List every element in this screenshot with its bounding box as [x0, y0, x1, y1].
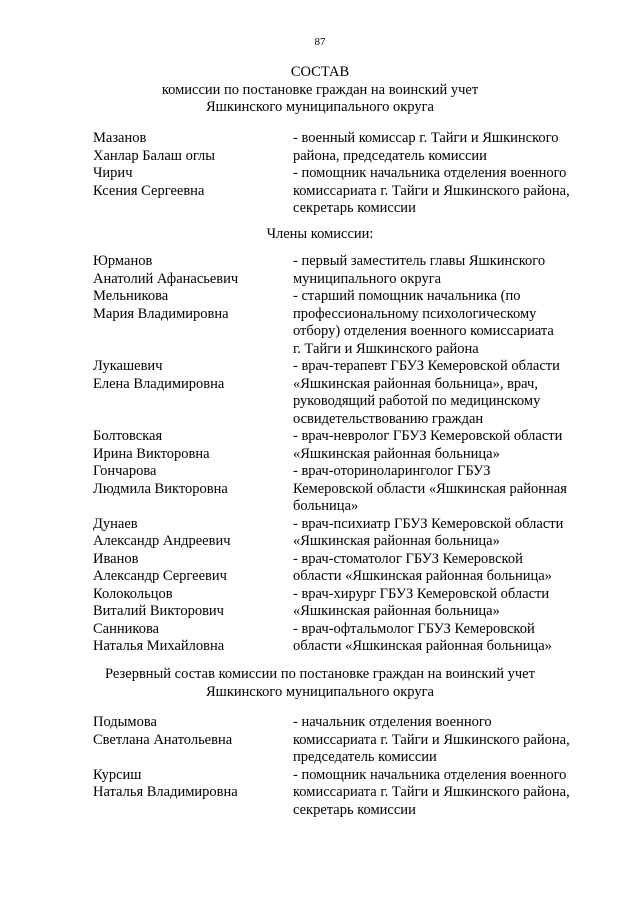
person-name: Светлана Анатольевна — [93, 731, 233, 748]
person-name: Ксения Сергеевна — [93, 182, 205, 199]
person-name: Анатолий Афанасьевич — [93, 270, 239, 287]
person-row — [0, 603, 640, 621]
person-role: «Яшкинская районная больница» — [293, 445, 500, 462]
title-line: комиссии по постановке граждан на воинский учет — [161, 81, 479, 98]
person-row — [0, 428, 640, 446]
person-row — [0, 802, 640, 820]
person-role: - врач-невролог ГБУЗ Кемеровской области — [293, 428, 563, 444]
person-row — [0, 481, 640, 499]
person-row — [0, 516, 640, 534]
person-role: комиссариата г. Тайги и Яшкинского района, — [293, 182, 570, 199]
person-name — [93, 802, 293, 820]
person-name: Дунаев — [93, 515, 138, 532]
person-name: Колокольцов — [93, 585, 173, 602]
person-row — [0, 638, 640, 656]
reserve-list — [0, 714, 640, 819]
person-row — [0, 341, 640, 359]
person-role: г. Тайги и Яшкинского района — [293, 340, 479, 357]
person-name: Людмила Викторовна — [93, 480, 228, 497]
person-name: Александр Андреевич — [93, 533, 231, 549]
person-row — [0, 376, 640, 394]
person-row — [0, 130, 640, 148]
person-row — [0, 463, 640, 481]
person-row — [0, 446, 640, 464]
person-row — [0, 749, 640, 767]
person-row — [0, 271, 640, 289]
person-name: Мария Владимировна — [93, 305, 229, 322]
person-row — [0, 784, 640, 802]
person-name — [93, 498, 293, 516]
person-role: - первый заместитель главы Яшкинского — [293, 253, 546, 269]
leadership-list — [0, 130, 640, 218]
person-role: - врач-оториноларинголог ГБУЗ — [293, 463, 491, 479]
person-row — [0, 165, 640, 183]
person-role: - начальник отделения военного — [293, 714, 492, 730]
person-row — [0, 183, 640, 201]
person-name — [93, 749, 293, 767]
person-row — [0, 411, 640, 429]
person-role: больница» — [293, 498, 359, 514]
person-row — [0, 148, 640, 166]
person-name: Санникова — [93, 620, 160, 637]
person-role: - врач-стоматолог ГБУЗ Кемеровской — [293, 550, 523, 567]
person-row — [0, 551, 640, 569]
person-role: - врач-психиатр ГБУЗ Кемеровской области — [293, 515, 564, 532]
person-name — [93, 393, 293, 411]
person-row — [0, 288, 640, 306]
person-name: Подымова — [93, 714, 157, 730]
person-role: области «Яшкинская районная больница» — [293, 638, 552, 654]
person-name: Александр Сергеевич — [93, 568, 227, 584]
person-role: - врач-хирург ГБУЗ Кемеровской области — [293, 585, 550, 602]
person-row — [0, 358, 640, 376]
person-name: Наталья Михайловна — [93, 638, 225, 654]
person-role: области «Яшкинская районная больница» — [293, 568, 552, 584]
person-role: «Яшкинская районная больница» — [293, 533, 500, 549]
person-name: Болтовская — [93, 428, 163, 444]
reserve-heading-line: Резервный состав комиссии по постановке граждан на воинский учет — [105, 666, 535, 682]
person-role: - военный комиссар г. Тайги и Яшкинского — [293, 130, 559, 146]
person-row — [0, 586, 640, 604]
person-role: Кемеровской области «Яшкинская районная — [293, 480, 567, 497]
members-heading: Члены комиссии: — [266, 226, 374, 242]
person-name: Виталий Викторович — [93, 603, 224, 619]
person-role: руководящий работой по медицинскому — [293, 393, 541, 409]
person-row — [0, 306, 640, 324]
title-line: СОСТАВ — [290, 64, 350, 80]
person-row — [0, 714, 640, 732]
person-name — [93, 323, 293, 341]
person-name: Наталья Владимировна — [93, 784, 238, 800]
members-list — [0, 253, 640, 656]
person-row — [0, 200, 640, 218]
person-name: Мельникова — [93, 288, 169, 304]
person-name — [93, 411, 293, 429]
person-role: - помощник начальника отделения военного — [293, 165, 567, 181]
person-row — [0, 767, 640, 785]
person-name: Ирина Викторовна — [93, 445, 210, 462]
person-name: Елена Владимировна — [93, 375, 225, 392]
title-line: Яшкинского муниципального округа — [206, 99, 434, 115]
person-name: Лукашевич — [93, 358, 163, 374]
person-role: профессиональному психологическому — [293, 305, 537, 322]
person-name: Ханлар Балаш оглы — [93, 147, 216, 164]
person-role: муниципального округа — [293, 270, 442, 287]
person-role: секретарь комиссии — [293, 200, 416, 216]
person-row — [0, 621, 640, 639]
person-row — [0, 732, 640, 750]
person-row — [0, 253, 640, 271]
person-name: Мазанов — [93, 130, 147, 146]
person-role: района, председатель комиссии — [293, 147, 487, 164]
person-name: Гончарова — [93, 463, 157, 479]
person-role: комиссариата г. Тайги и Яшкинского района, — [293, 731, 570, 748]
person-role: председатель комиссии — [293, 749, 437, 765]
page-number: 87 — [314, 36, 326, 48]
document-title — [0, 64, 640, 117]
person-name — [93, 200, 293, 218]
person-row — [0, 393, 640, 411]
person-name: Курсиш — [93, 766, 142, 783]
person-row — [0, 323, 640, 341]
person-name — [93, 341, 293, 359]
person-name: Юрманов — [93, 253, 153, 269]
person-role: - старший помощник начальника (по — [293, 288, 521, 304]
person-role: отбору) отделения военного комиссариата — [293, 323, 554, 339]
person-role: освидетельствованию граждан — [293, 410, 484, 427]
person-role: «Яшкинская районная больница», врач, — [293, 375, 538, 392]
reserve-heading-line: Яшкинского муниципального округа — [206, 683, 434, 700]
reserve-heading — [0, 666, 640, 701]
person-role: - помощник начальника отделения военного — [293, 766, 567, 783]
person-row — [0, 568, 640, 586]
person-row — [0, 533, 640, 551]
person-row — [0, 498, 640, 516]
person-name: Чирич — [93, 165, 133, 181]
person-role: комиссариата г. Тайги и Яшкинского района, — [293, 784, 570, 800]
person-role: - врач-терапевт ГБУЗ Кемеровской области — [293, 358, 560, 374]
person-role: «Яшкинская районная больница» — [293, 603, 500, 619]
person-role: - врач-офтальмолог ГБУЗ Кемеровской — [293, 620, 535, 637]
person-name: Иванов — [93, 550, 139, 567]
person-role: секретарь комиссии — [293, 801, 416, 818]
